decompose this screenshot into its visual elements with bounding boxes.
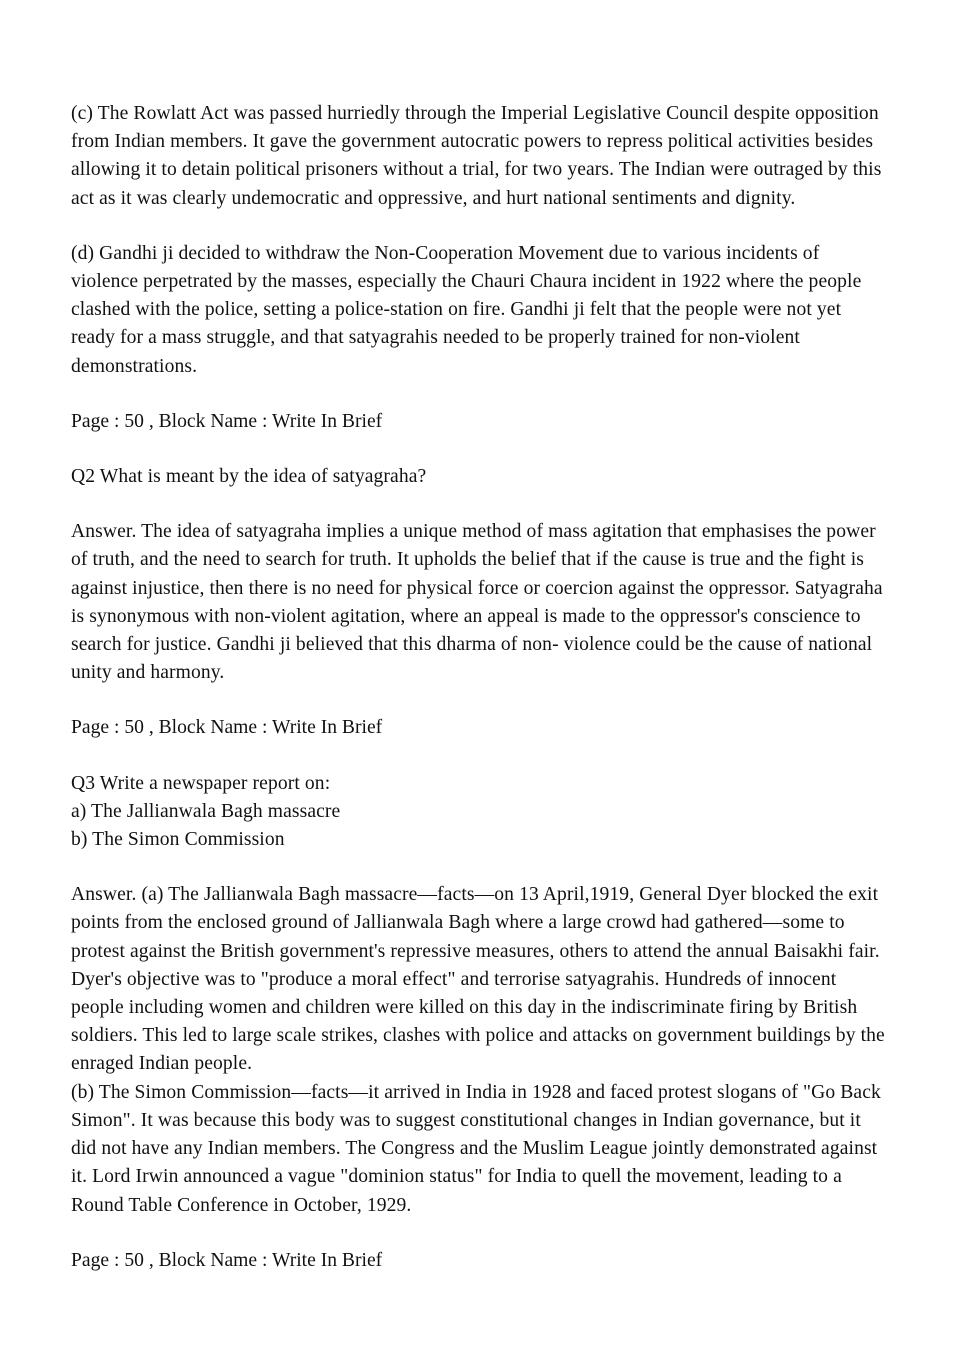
answer-paragraph-2: Answer. The idea of satyagraha implies a unique method of mass agitation that emphasises the power of truth, and the need to search for truth. It upholds the belief that if the cause is true and the fight is against injustice, then there is no need for physical force or coercion against the oppressor. Satyagraha is synonymous with non-violent agitation, where an appeal is made to the oppressor's conscience to search for justice. Gandhi ji believed that this dharma of non- violence could be the cause of national unity and harmony.	[71, 521, 883, 684]
question-3-option-a: a) The Jallianwala Bagh massacre	[71, 800, 341, 822]
question-3-option-b: b) The Simon Commission	[71, 829, 285, 851]
answer-paragraph-c: (c) The Rowlatt Act was passed hurriedly through the Imperial Legislative Council despite opposition from Indian members. It gave the government autocratic powers to repress political activities besides allowing it to detain political prisoners without a trial, for two years. The Indian were outraged by this act as it was clearly undemocratic and oppressive, and hurt national sentiments and dignity.	[71, 103, 882, 209]
answer-3-part-a: Answer. (a) The Jallianwala Bagh massacre—facts—on 13 April,1919, General Dyer blocked the exit points from the enclosed ground of Jallianwala Bagh where a large crowd had gathered—some to protest against the British government's repressive measures, others to attend the annual Baisakhi fair. Dyer's objective was to "produce a moral effect" and terrorise satyagrahis. Hundreds of innocent people including women and children were killed on this day in the indiscriminate firing by British soldiers. This led to large scale strikes, clashes with police and attacks on government buildings by the enraged Indian people.	[71, 884, 885, 1075]
source-reference-line-1: Page : 50 , Block Name : Write In Brief	[71, 410, 383, 432]
question-3-block	[71, 770, 889, 855]
answer-paragraph-3	[71, 881, 889, 1219]
document-text-column	[71, 100, 889, 1275]
question-3-prompt: Q3 Write a newspaper report on:	[71, 772, 331, 794]
question-2-heading: Q2 What is meant by the idea of satyagraha?	[71, 466, 427, 488]
source-reference-line-2: Page : 50 , Block Name : Write In Brief	[71, 717, 383, 739]
answer-3-part-b: (b) The Simon Commission—facts—it arrived in India in 1928 and faced protest slogans of "Go Back Simon". It was because this body was to suggest constitutional changes in Indian governance, but it did not have any Indian members. The Congress and the Muslim League jointly demonstrated against it. Lord Irwin announced a vague "dominion status" for India to quell the movement, leading to a Round Table Conference in October, 1929.	[71, 1081, 881, 1216]
source-reference-line-3: Page : 50 , Block Name : Write In Brief	[71, 1249, 383, 1271]
answer-paragraph-d: (d) Gandhi ji decided to withdraw the Non-Cooperation Movement due to various incidents of violence perpetrated by the masses, especially the Chauri Chaura incident in 1922 where the people clashed with the police, setting a police-station on fire. Gandhi ji felt that the people were not yet ready for a mass struggle, and that satyagrahis needed to be properly trained for non-violent demonstrations.	[71, 242, 862, 377]
